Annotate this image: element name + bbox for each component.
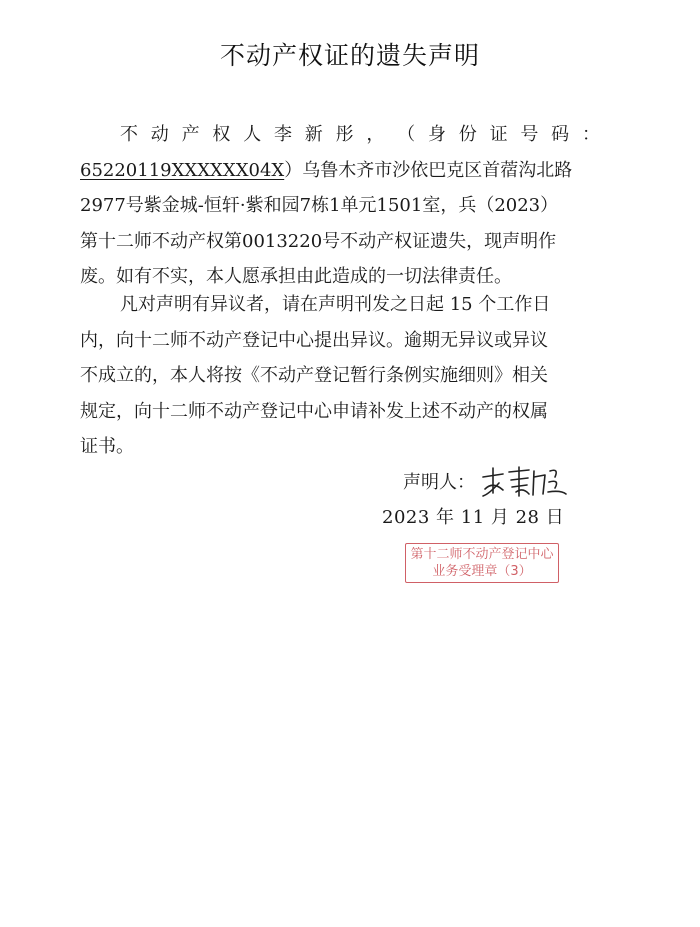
paragraph-1-line-1 — [80, 117, 600, 153]
paragraph-2-line-4: 规定，向十二师不动产登记中心申请补发上述不动产的权属 — [80, 400, 548, 422]
paragraph-2-line-2: 内，向十二师不动产登记中心提出异议。逾期无异议或异议 — [80, 329, 548, 351]
char: 权 — [212, 124, 231, 145]
paragraph-1-line-4: 第十二师不动产权第0013220号不动产权证遗失，现声明作 — [80, 230, 557, 252]
char: ， — [366, 124, 385, 145]
seal-line-1: 第十二师不动产登记中心 — [410, 547, 554, 562]
char: ： — [581, 124, 600, 145]
paragraph-2-line-1: 凡对声明有异议者，请在声明刊发之日起 15 个工作日 — [120, 294, 551, 315]
declarant-label: 声明人： — [403, 472, 475, 493]
char: （ — [397, 124, 416, 145]
seal-line-2: 业务受理章（3） — [432, 564, 532, 579]
address-start: ）乌鲁木齐市沙依巴克区首蓿沟北路 — [284, 159, 573, 181]
id-number: 65220119XXXXXX04X — [80, 159, 285, 181]
char: 不 — [120, 124, 138, 145]
char: 号 — [520, 124, 539, 145]
paragraph-1-line-3: 2977号紫金城-恒轩·紫和园7栋1单元1501室，兵（2023） — [80, 195, 559, 216]
paragraph-1-line-5: 废。如有不实，本人愿承担由此造成的一切法律责任。 — [80, 266, 512, 287]
handwritten-signature — [479, 463, 571, 499]
paragraph-1-line-2 — [80, 153, 600, 189]
paragraph-1 — [80, 117, 600, 295]
official-seal — [405, 543, 559, 583]
document-title: 不动产权证的遗失声明 — [219, 41, 480, 70]
declarant-line — [403, 463, 571, 499]
char: 份 — [458, 124, 477, 145]
char: 证 — [489, 124, 508, 145]
char: 身 — [427, 124, 446, 145]
char: 李 — [273, 124, 292, 145]
declaration-date: 2023 年 11 月 28 日 — [382, 507, 565, 528]
char: 产 — [181, 124, 200, 145]
char: 码 — [551, 124, 570, 145]
paragraph-2 — [80, 287, 600, 465]
char: 彤 — [335, 124, 354, 145]
char: 人 — [243, 124, 262, 145]
paragraph-2-line-3: 不成立的，本人将按《不动产登记暂行条例实施细则》相关 — [80, 365, 548, 386]
char: 新 — [304, 124, 323, 145]
char: 动 — [150, 124, 169, 145]
paragraph-2-line-5: 证书。 — [80, 436, 134, 457]
